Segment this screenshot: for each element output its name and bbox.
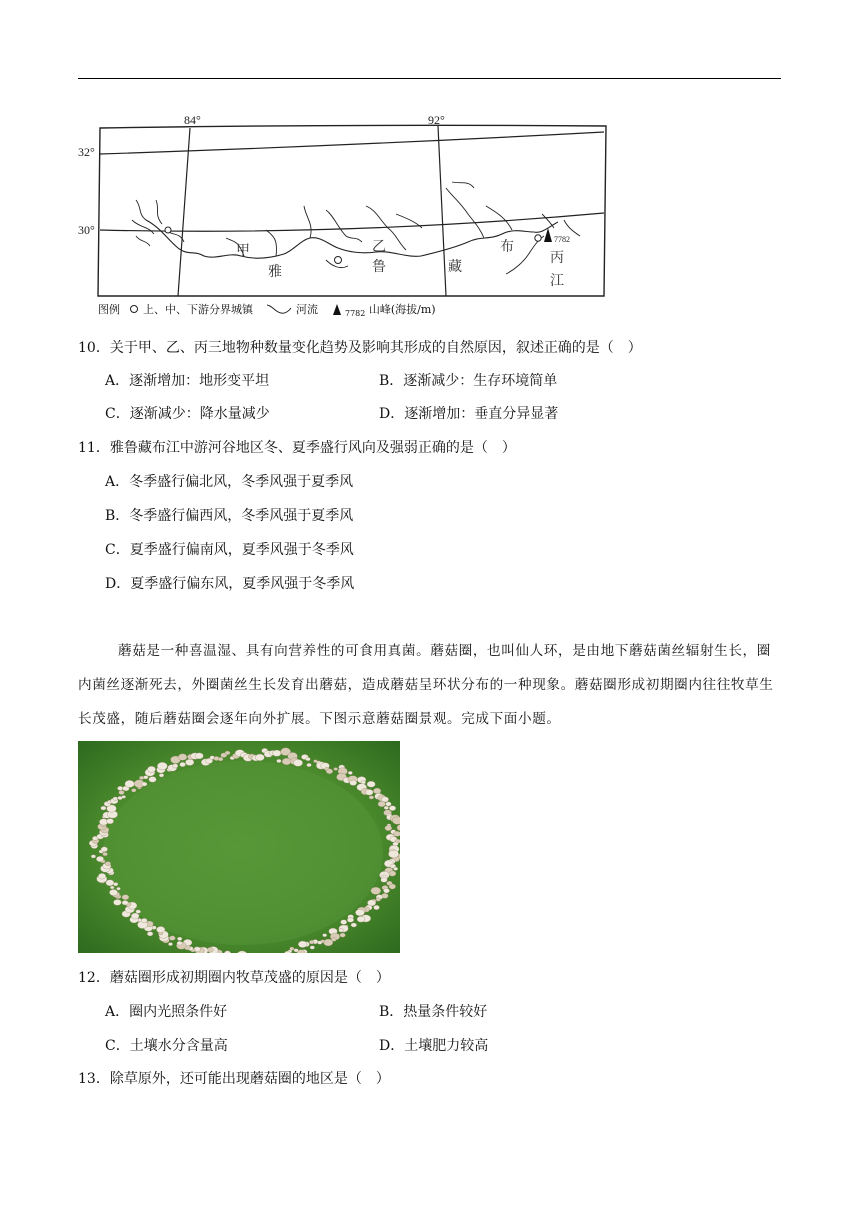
mushroom-dot [373,788,381,794]
mushroom-dot [169,936,175,941]
mushroom-dot [310,946,315,949]
q10-option-a[interactable]: A．逐渐增加：地形变平坦 [105,373,270,389]
mushroom-dot [347,918,354,923]
town-circle-icon [128,303,140,315]
mushroom-dot [113,899,121,905]
mushroom-dot [307,763,312,767]
mushroom-dot [277,759,282,762]
mushroom-dot [147,932,153,936]
mushroom-dot [371,887,381,894]
mushroom-dot [341,920,347,925]
mushroom-passage: 蘑菇是一种喜温湿、具有向营养性的可食用真菌。蘑菇圈，也叫仙人环，是由地下蘑菇菌丝辐射生长，圈内菌丝逐渐死去，外圈菌丝生长发育出蘑菇，造成蘑菇呈环状分布的一种现象。蘑菇圈形成初期圈内往往牧草生长茂盛，随后蘑菇圈会逐年向外扩展。下图示意蘑菇圈景观。完成下面小题。 [78,643,774,727]
mushroom-dot [101,806,106,810]
question-12-stem: 12．蘑菇圈形成初期圈内牧草茂盛的原因是（ ） [78,970,390,986]
mushroom-dot [339,929,344,933]
mushroom-dot [117,786,123,790]
legend-peak-label: 山峰(海拔/m) [368,303,436,316]
mushroom-dot [156,926,165,932]
q11-option-a[interactable]: A．冬季盛行偏北风，冬季风强于夏季风 [105,474,354,490]
mushroom-dot [393,867,397,870]
mushroom-dot [122,900,128,905]
mushroom-dot [225,751,230,755]
mushroom-dot [218,757,223,761]
mushroom-dot [384,806,389,809]
mushroom-dot [177,941,182,945]
mushroom-dot [309,940,314,944]
town-circle-2 [335,257,342,264]
mushroom-dot [369,796,374,800]
q11-option-d[interactable]: D．夏季盛行偏东风，夏季风强于冬季风 [105,576,355,592]
mushroom-dot [172,764,178,768]
mushroom-dot [110,886,114,889]
place-bu: 布 [500,239,514,255]
mushroom-dot [117,887,121,890]
lon-label-84: 84° [184,113,201,127]
mushroom-dot [385,826,392,831]
question-13-stem: 13．除草原外，还可能出现蘑菇圈的地区是（ ） [78,1071,390,1087]
place-bing: 丙 [550,250,564,266]
mushroom-dot [294,949,298,952]
mushroom-dot [381,877,388,882]
mushroom-dot [98,873,106,879]
q11-option-c[interactable]: C．夏季盛行偏南风，夏季风强于冬季风 [105,542,354,558]
mushroom-dot [139,776,144,780]
place-jia: 甲 [236,243,250,259]
mushroom-dot [144,776,149,779]
mushroom-dot [318,941,322,944]
place-ya: 雅 [268,264,282,280]
mushroom-dot [323,934,327,937]
mushroom-dot [298,941,307,948]
map-legend [98,301,436,318]
mushroom-dot [122,895,129,900]
mushroom-dot [273,750,282,756]
mushroom-dot [157,762,167,770]
q12-option-c[interactable]: C．土壤水分含量高 [105,1038,228,1054]
mushroom-dot [136,910,141,914]
mushroom-dot [389,884,396,889]
lon-label-92: 92° [428,113,445,127]
q12-option-d[interactable]: D．土壤肥力较高 [379,1038,489,1054]
mushroom-dot [355,909,364,916]
mushroom-dot [383,888,389,893]
mushroom-dot [334,768,338,771]
mushroom-dot [224,951,230,953]
mushroom-dot [348,771,352,774]
mushroom-dot [350,780,357,785]
place-jiang: 江 [550,273,564,289]
town-circle-3 [535,235,541,241]
fairy-ring-photo [78,741,400,953]
q12-option-b[interactable]: B．热量条件较好 [379,1004,488,1020]
mushroom-dot [378,801,386,807]
peak-label: 7782 [554,235,570,244]
mushroom-dot [282,758,291,765]
mushroom-dot [159,774,164,778]
legend-peak-value: 7782 [345,309,366,318]
mushroom-dot [340,933,346,937]
question-11-stem: 11．雅鲁藏布江中游河谷地区冬、夏季盛行风向及强弱正确的是（ ） [78,440,516,456]
mushroom-dot [96,856,103,862]
mushroom-dot [324,939,333,946]
question-10-stem: 10．关于甲、乙、丙三地物种数量变化趋势及影响其形成的自然原因，叙述正确的是（ ） [78,340,642,356]
mushroom-dot [101,847,108,852]
mushroom-dot [389,806,396,811]
place-lu: 鲁 [372,259,386,275]
mushroom-dot [376,898,381,902]
q10-option-c[interactable]: C．逐渐减少：降水量减少 [105,406,270,422]
mushroom-dot [109,889,117,895]
mushroom-dot [131,913,139,919]
mushroom-dot [149,777,157,783]
mushroom-dot [119,790,125,794]
q10-option-b[interactable]: B．逐渐减少：生存环境简单 [379,373,558,389]
legend-title: 图例 [98,303,120,316]
mushroom-dot [386,802,392,806]
lat-label-30: 30° [78,223,95,237]
mushroom-dot [293,759,302,766]
mushroom-dot [195,753,203,759]
legend-river-label: 河流 [296,303,318,316]
mushroom-dot [365,789,373,795]
mushroom-dot [326,769,333,774]
mushroom-dot [357,916,365,922]
mushroom-dot [177,937,182,941]
q12-option-a[interactable]: A．圈内光照条件好 [105,1004,228,1020]
mushroom-dot [91,855,96,858]
mushroom-dot [113,797,118,800]
peak-icon [332,302,342,316]
mushroom-dot [374,905,380,910]
mushroom-dot [255,754,264,761]
river-icon [265,302,293,316]
mushroom-dot [388,850,398,858]
legend-town-label: 上、中、下游分界城镇 [143,303,253,316]
mushroom-dot [106,819,113,824]
mushroom-dot [306,757,311,760]
mushroom-dot [351,923,357,927]
mushroom-dot [367,781,375,787]
mushroom-dot [106,880,114,886]
mushroom-dot [141,918,147,923]
town-circle-1 [165,227,171,233]
mushroom-dot [122,795,126,798]
mushroom-dot [389,871,396,876]
mushroom-dot [180,762,186,767]
lat-label-32: 32° [78,145,95,159]
mushroom-dot [147,766,155,772]
place-yi: 乙 [372,239,386,255]
mushroom-dot [131,789,136,793]
mushroom-dot [142,782,147,786]
header-rule [78,78,781,79]
yarlung-tsangpo-map [76,110,616,300]
mushroom-dot [178,754,187,761]
mushroom-dot [125,780,135,787]
place-zang: 藏 [448,259,462,275]
q10-option-d[interactable]: D．逐渐增加：垂直分异显著 [379,406,559,422]
mushroom-dot [168,943,172,946]
q11-option-b[interactable]: B．冬季盛行偏西风，冬季风强于夏季风 [105,508,354,524]
mushroom-dot [105,862,111,866]
mushroom-dot [185,759,194,765]
